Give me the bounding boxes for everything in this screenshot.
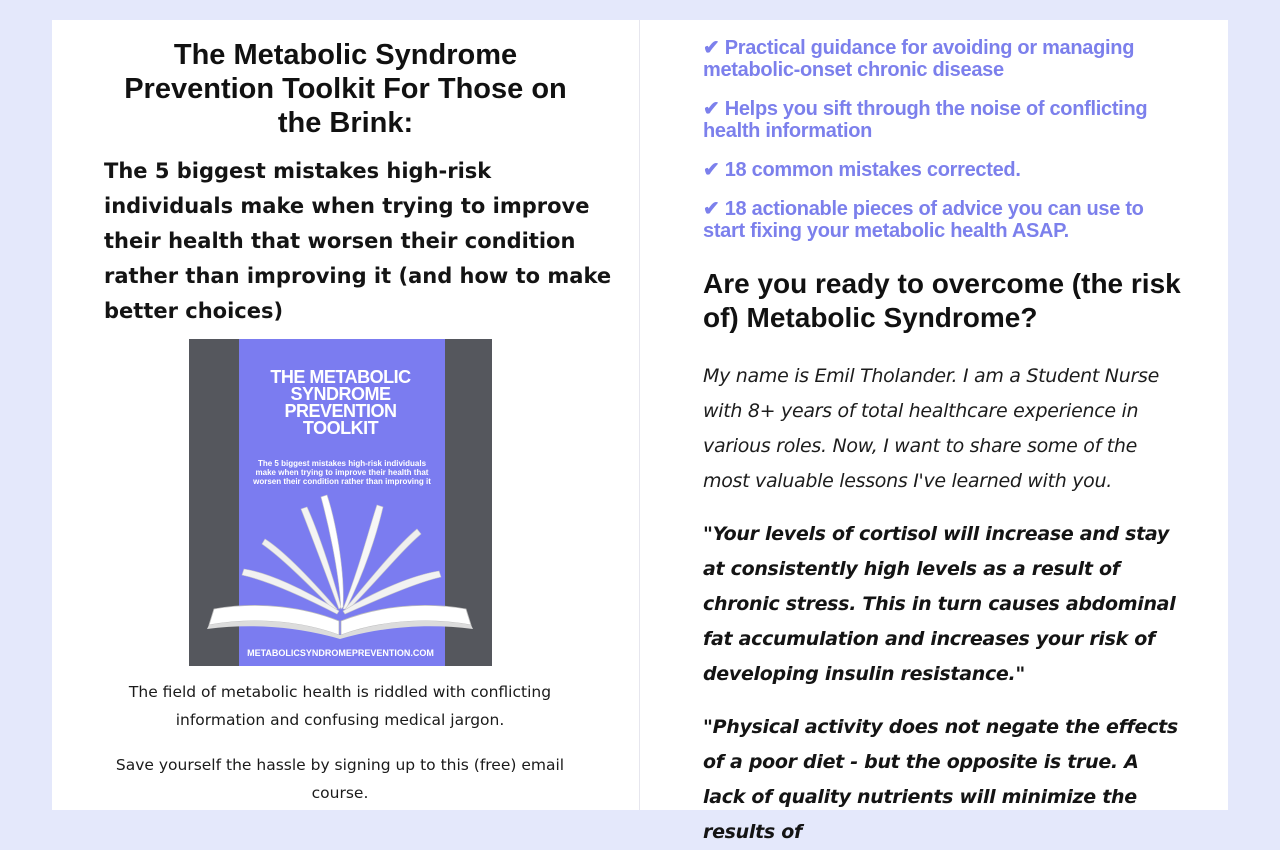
left-column <box>52 20 640 810</box>
page-title: The Metabolic Syndrome Prevention Toolkit For Those on the Brink: <box>124 39 567 139</box>
benefit-item: ✔ 18 actionable pieces of advice you can use to start fixing your metabolic health ASAP. <box>703 198 1144 242</box>
cover-title-line: PREVENTION <box>284 401 397 421</box>
right-column <box>640 20 1227 843</box>
quote-cortisol: "Your levels of cortisol will increase and stay at consistently high levels as a result of chronic stress. This in turn causes abdominal fat accumulation and increases your risk of developing insulin resistance." <box>703 523 1176 685</box>
benefit-item: ✔ 18 common mistakes corrected. <box>703 159 1021 181</box>
quote-physical-activity: "Physical activity does not negate the effects of a poor diet - but the opposite is true. A lack of quality nutrients will minimize the results of <box>703 716 1178 843</box>
cover-subtitle: The 5 biggest mistakes high-risk individuals make when trying to improve their health that worsen their condition rather than improving it <box>253 459 431 486</box>
benefit-item: ✔ Helps you sift through the noise of conflicting health information <box>703 98 1148 142</box>
cover-title-line: TOOLKIT <box>302 418 379 438</box>
intro-text: The field of metabolic health is riddled with conflicting information and confusing medical jargon. <box>128 683 552 729</box>
cover-title-line: SYNDROME <box>290 384 391 404</box>
section-heading: Are you ready to overcome (the risk of) Metabolic Syndrome? <box>703 268 1181 333</box>
open-book-icon <box>189 489 492 639</box>
book-cover-image <box>189 339 492 666</box>
benefit-item: ✔ Practical guidance for avoiding or managing metabolic-onset chronic disease <box>703 37 1135 81</box>
benefits-list <box>703 37 1183 242</box>
signup-prompt: Save yourself the hassle by signing up to this (free) email course. <box>115 756 565 802</box>
cover-title <box>189 369 492 437</box>
cover-url: METABOLICSYNDROMEPREVENTION.COM <box>247 648 434 658</box>
cover-title-line: THE METABOLIC <box>270 367 411 387</box>
author-bio: My name is Emil Tholander. I am a Student Nurse with 8+ years of total healthcare experience in various roles. Now, I want to share some of the most valuable lessons I've learned with you. <box>703 365 1159 492</box>
page-subtitle: The 5 biggest mistakes high-risk individuals make when trying to improve their health that worsen their condition rather than improving it (and how to make better choices) <box>104 159 612 323</box>
content-card <box>52 20 1228 843</box>
